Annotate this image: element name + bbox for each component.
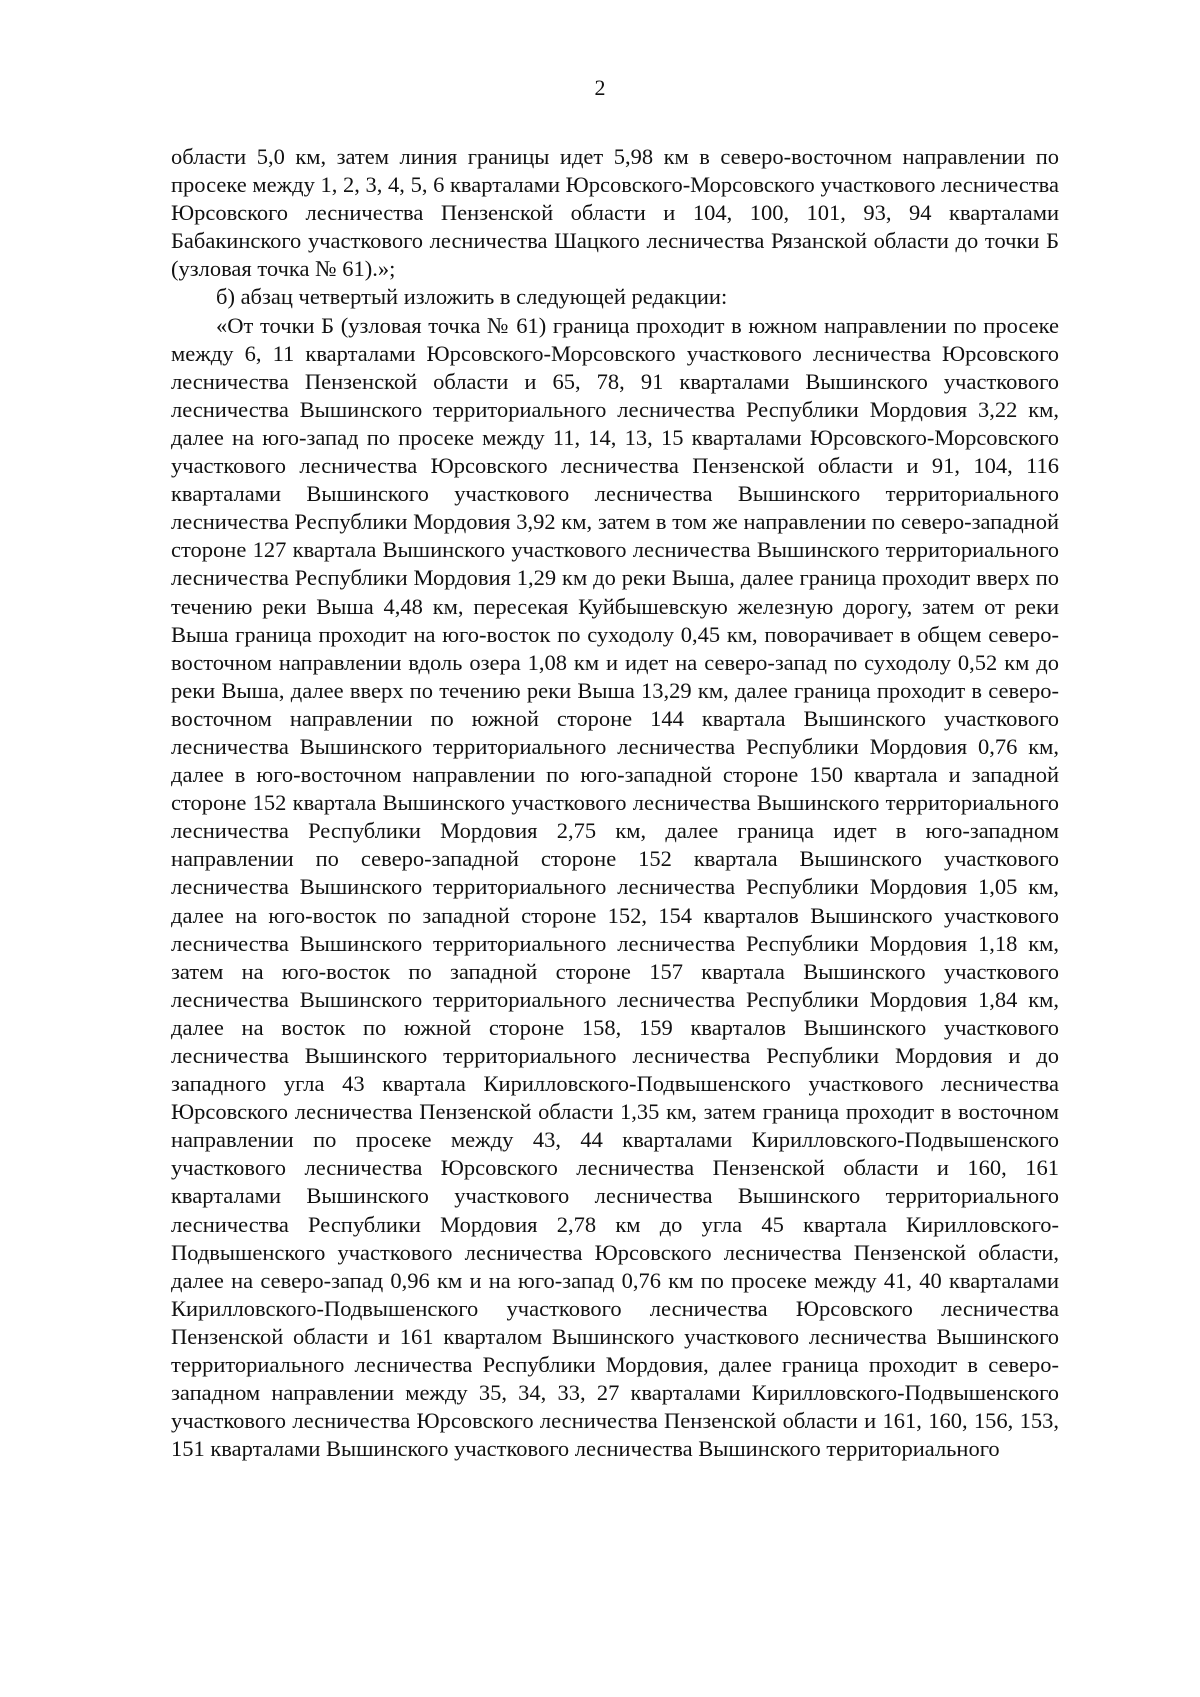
page-number: 2 — [594, 75, 606, 100]
paragraph-continuation: области 5,0 км, затем линия границы идет 5,98 км в северо-восточном направлении по просеке между 1, 2, 3, 4, 5, 6 кварталами Юрсовского-Морсовского участкового лесничества Юрсовского лесничества Пензенской области и 104, 100, 101, 93, 94 кварталами Бабакинского участкового лесничества Шацкого лесничества Рязанской области до точки Б (узловая точка № 61).»; — [171, 144, 1059, 282]
paragraph-boundary-description: «От точки Б (узловая точка № 61) граница проходит в южном направлении по просеке между 6, 11 кварталами Юрсовского-Морсовского участкового лесничества Юрсовского лесничества Пензенской области и 65, 78, 91 кварталами Вышинского участкового лесничества Вышинского территориального лесничества Республики Мордовия 3,22 км, далее на юго-запад по просеке между 11, 14, 13, 15 кварталами Юрсовского-Морсовского участкового лесничества Юрсовского лесничества Пензенской области и 91, 104, 116 кварталами Вышинского участкового лесничества Вышинского территориального лесничества Республики Мордовия 3,92 км, затем в том же направлении по северо-западной стороне 127 квартала Вышинского участкового лесничества Вышинского территориального лесничества Республики Мордовия 1,29 км до реки Выша, далее граница проходит вверх по течению реки Выша 4,48 км, пересекая Куйбышевскую железную дорогу, затем от реки Выша граница проходит на юго-восток по суходолу 0,45 км, поворачивает в общем северо-восточном направлении вдоль озера 1,08 км и идет на северо-запад по суходолу 0,52 км до реки Выша, далее вверх по течению реки Выша 13,29 км, далее граница проходит в северо-восточном направлении по южной стороне 144 квартала Вышинского участкового лесничества Вышинского территориального лесничества Республики Мордовия 0,76 км, далее в юго-восточном направлении по юго-западной стороне 150 квартала и западной стороне 152 квартала Вышинского участкового лесничества Вышинского территориального лесничества Республики Мордовия 2,75 км, далее граница идет в юго-западном направлении по северо-западной стороне 152 квартала Вышинского участкового лесничества Вышинского территориального лесничества Республики Мордовия 1,05 км, далее на юго-восток по западной стороне 152, 154 кварталов Вышинского участкового лесничества Вышинского территориального лесничества Республики Мордовия 1,18 км, затем на юго-восток по западной стороне 157 квартала Вышинского участкового лесничества Вышинского территориального лесничества Республики Мордовия 1,84 км, далее на восток по южной стороне 158, 159 кварталов Вышинского участкового лесничества Вышинского территориального лесничества Республики Мордовия и до западного угла 43 квартала Кирилловского-Подвышенского участкового лесничества Юрсовского лесничества Пензенской области 1,35 км, затем граница проходит в восточном направлении по просеке между 43, 44 кварталами Кирилловского-Подвышенского участкового лесничества Юрсовского лесничества Пензенской области и 160, 161 кварталами Вышинского участкового лесничества Вышинского территориального лесничества Республики Мордовия 2,78 км до угла 45 квартала Кирилловского-Подвышенского участкового лесничества Юрсовского лесничества Пензенской области, далее на северо-запад 0,96 км и на юго-запад 0,76 км по просеке между 41, 40 кварталами Кирилловского-Подвышенского участкового лесничества Юрсовского лесничества Пензенской области и 161 кварталом Вышинского участкового лесничества Вышинского территориального лесничества Республики Мордовия, далее граница проходит в северо-западном направлении между 35, 34, 33, 27 кварталами Кирилловского-Подвышенского участкового лесничества Юрсовского лесничества Пензенской области и 161, 160, 156, 153, 151 кварталами Вышинского участкового лесничества Вышинского территориального — [171, 312, 1059, 1462]
paragraph-instruction: б) абзац четвертый изложить в следующей редакции: — [216, 284, 728, 310]
document-body — [171, 143, 1059, 1463]
